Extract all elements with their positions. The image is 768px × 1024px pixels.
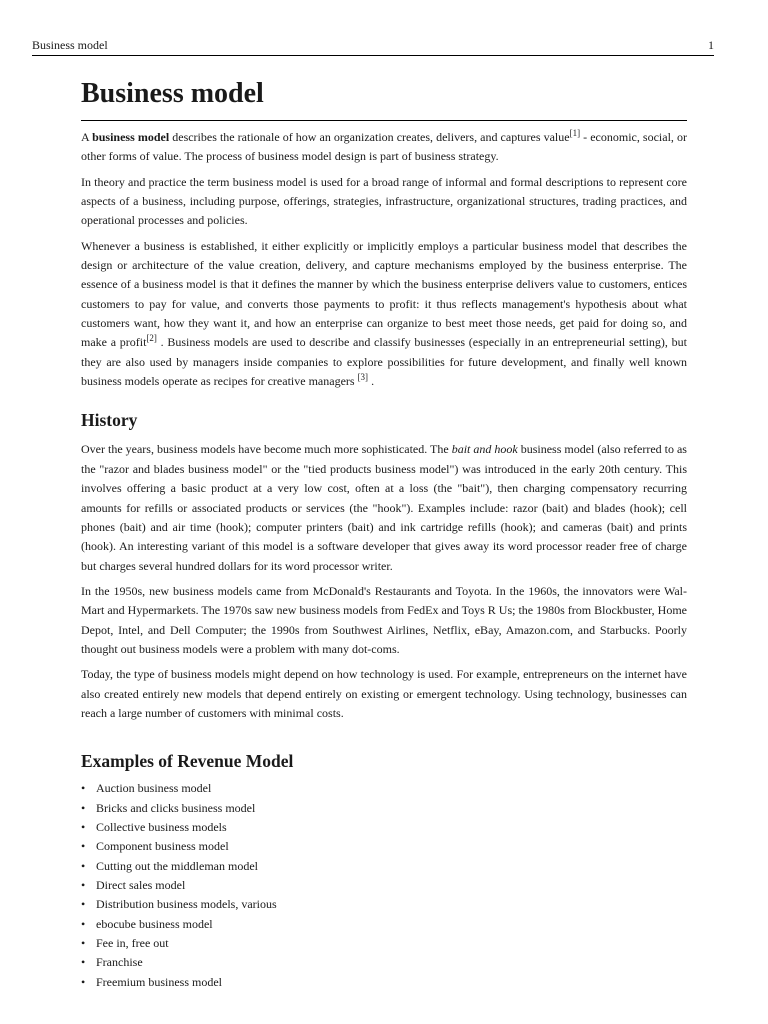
bullet-icon: • <box>81 858 86 873</box>
intro-p3-text-b: . Business models are used to describe and classify businesses (especially in an entrepreneurial setting), but they are also used by managers inside companies to explore possibilities for future development, and finally well known business models operate as recipes for creative managers <box>81 335 687 389</box>
bullet-icon: • <box>81 839 86 854</box>
article-content <box>81 74 687 992</box>
intro-paragraph-3 <box>81 237 687 392</box>
list-item-text: Franchise <box>96 955 143 970</box>
list-item <box>81 799 687 818</box>
citation-ref-2[interactable]: [2] <box>146 333 157 344</box>
list-item <box>81 876 687 895</box>
intro-p3-text-a: Whenever a business is established, it either explicitly or implicitly employs a particular business model that describes the design or architecture of the value creation, delivery, and capture mechanisms employed by the business enterprise. The essence of a business model is that it defines the manner by which the business enterprise delivers value to customers, entices customers to pay for value, and converts those payments to profit: it thus reflects management's hypothesis about what customers want, how they want it, and how an enterprise can organize to best meet those needs, get paid for doing so, and make a profit <box>81 238 687 350</box>
intro-p3-text-c: . <box>368 374 375 389</box>
citation-ref-1[interactable]: [1] <box>569 128 581 138</box>
list-item-text: Fee in, free out <box>96 936 169 951</box>
page-number: 1 <box>708 38 714 52</box>
bullet-icon: • <box>81 878 86 892</box>
list-item <box>81 973 687 992</box>
citation-ref-3[interactable]: [3] <box>357 372 369 383</box>
list-item <box>81 837 687 856</box>
examples-heading: Examples of Revenue Model <box>81 751 294 772</box>
bullet-icon: • <box>81 819 86 834</box>
list-item <box>81 895 687 914</box>
history-paragraph-2: In the 1950s, new business models came from McDonald's Restaurants and Toyota. In the 1960s, the innovators were Wal-Mart and Hypermarkets. The 1970s saw new business models from FedEx and Toys R Us; the 1980s from Blockbuster, Home Depot, Intel, and Dell Computer; the 1990s from Southwest Airlines, Netflix, eBay, Amazon.com, and Starbucks. Poorly thought out business models were a problem with many dot-coms. <box>81 583 687 656</box>
list-item-text: Distribution business models, various <box>96 897 277 912</box>
intro-p1-text-a: A <box>81 130 93 144</box>
list-item <box>81 915 687 934</box>
bullet-icon: • <box>81 955 86 970</box>
bullet-icon: • <box>81 916 86 931</box>
list-item <box>81 953 687 972</box>
list-item <box>81 818 687 837</box>
list-item-text: Collective business models <box>96 819 227 834</box>
list-item <box>81 779 687 798</box>
bullet-icon: • <box>81 781 86 796</box>
list-item <box>81 934 687 953</box>
list-item-text: Auction business model <box>96 781 212 796</box>
bullet-icon: • <box>81 897 86 912</box>
intro-p1-text-b: describes the rationale of how an organization creates, delivers, and captures value <box>169 130 570 144</box>
list-item-text: Direct sales model <box>96 878 186 892</box>
history-heading: History <box>81 410 138 431</box>
examples-list <box>81 779 687 992</box>
list-item-text: Cutting out the middleman model <box>96 858 258 873</box>
history-p1-text-b: business model (also referred to as the "razor and blades business model" or the "tied products business model") was introduced in the early 20th century. This involves offering a basic product at a very low cost, often at a loss (the "bait"), then charging compensatory recurring amounts for refills or associated products or services (the "hook"). Examples include: razor (bait) and blades (hook); cell phones (bait) and air time (hook); computer printers (bait) and ink cartridge refills (hook); and cameras (bait) and prints (hook). An interesting variant of this model is a software developer that gives away its word processor reader free of charge but charges several hundred dollars for its word processor writer. <box>81 442 687 573</box>
list-item-text: Freemium business model <box>96 974 222 989</box>
history-p1-text-a: Over the years, business models have become much more sophisticated. The <box>81 442 452 457</box>
list-item-text: Component business model <box>96 839 229 854</box>
bullet-icon: • <box>81 800 86 815</box>
history-paragraph-3: Today, the type of business models might depend on how technology is used. For example, entrepreneurs on the internet have also created entirely new models that depend entirely on existing or emergent technology. Using technology, businesses can reach a large number of customers with minimal costs. <box>81 667 687 720</box>
running-header-title: Business model <box>32 38 108 52</box>
history-paragraph-1 <box>81 440 687 575</box>
intro-p1-text-c: - economic, social, or other forms of value. The process of business model design is part of business strategy. <box>81 130 687 164</box>
intro-paragraph-2: In theory and practice the term business model is used for a broad range of informal and formal descriptions to represent core aspects of a business, including purpose, offerings, strategies, infrastructure, organizational structures, trading practices, and operational processes and policies. <box>81 174 687 228</box>
list-item-text: Bricks and clicks business model <box>96 800 256 815</box>
intro-paragraph-1 <box>81 128 687 167</box>
history-p1-italic-term: bait and hook <box>451 442 518 457</box>
bullet-icon: • <box>81 974 86 989</box>
list-item-text: ebocube business model <box>96 916 213 931</box>
running-header <box>32 37 714 56</box>
list-item <box>81 857 687 876</box>
article-title: Business model <box>81 74 687 121</box>
bullet-icon: • <box>81 936 86 951</box>
intro-p1-bold-term: business model <box>92 130 170 144</box>
